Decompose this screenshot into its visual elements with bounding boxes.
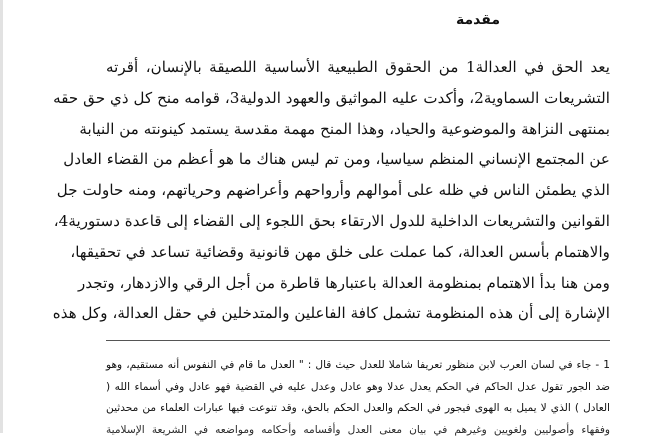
footnote-line: ضد الجور تقول عدل الحاكم في الحكم يعدل عدلا وهو عادل وعدل عليه في القضية فهو عادل وفي أسماء الله ( bbox=[106, 380, 610, 393]
body-line: القوانين والتشريعات الداخلية للدول الارتقاء بحق اللجوء إلى القضاء إلى قاعدة دستورية4، bbox=[53, 211, 610, 230]
footnote-line: العادل ) الذي لا يميل به الهوى فيجور في الحكم والعدل الحكم بالحق، وقد تنوعت فيها عبارات العلماء من محدثين bbox=[106, 402, 610, 414]
footnote-line: 1 - جاء في لسان العرب لابن منظور تعريفا شاملا للعدل حيث قال : " العدل ما قام في النفوس أنه مستقيم، وهو bbox=[106, 359, 610, 371]
section-heading: مقدمة bbox=[456, 12, 500, 28]
body-line: ومن هنا بدأ الاهتمام بمنظومة العدالة باعتبارها قاطرة من أجل الرقي والازدهار، وتجدر bbox=[78, 273, 610, 292]
body-line: والاهتمام بأسس العدالة، كما عملت على خلق مهن قانونية وقضائية تساعد في تحقيقها، bbox=[70, 242, 610, 261]
body-line: التشريعات السماوية2، وأكدت عليه المواثيق والعهود الدولية3، قوامه منح كل ذي حق حقه bbox=[53, 88, 610, 107]
body-line: بمنتهى النزاهة والموضوعية والحياد، وهذا المنح مهمة مقدسة يستمد كينونته من النيابة bbox=[79, 119, 610, 138]
footnotes bbox=[106, 340, 610, 436]
body-line: يعد الحق في العدالة1 من الحقوق الطبيعية الأساسية اللصيقة بالإنسان، أقرته bbox=[106, 58, 610, 76]
body-line: الإشارة إلى أن هذه المنظومة تشمل كافة الفاعلين والمتدخلين في حقل العدالة، وكل هذه bbox=[52, 304, 610, 323]
footnote-line: وفقهاء وأصوليين ولغويين وغيرهم في بيان معنى العدل وأقسامه وأحكامه ومواضعه في الشريعة الإسلامية bbox=[106, 423, 610, 436]
body-line: عن المجتمع الإنساني المنظم سياسيا، ومن تم ليس هناك ما هو أعظم من القضاء العادل bbox=[63, 150, 610, 169]
body-line: الذي يطمئن الناس في ظله على أموالهم وأرواحهم وأعراضهم وحرياتهم، ومنه حاولت جل bbox=[56, 181, 610, 200]
body-text bbox=[52, 52, 610, 329]
